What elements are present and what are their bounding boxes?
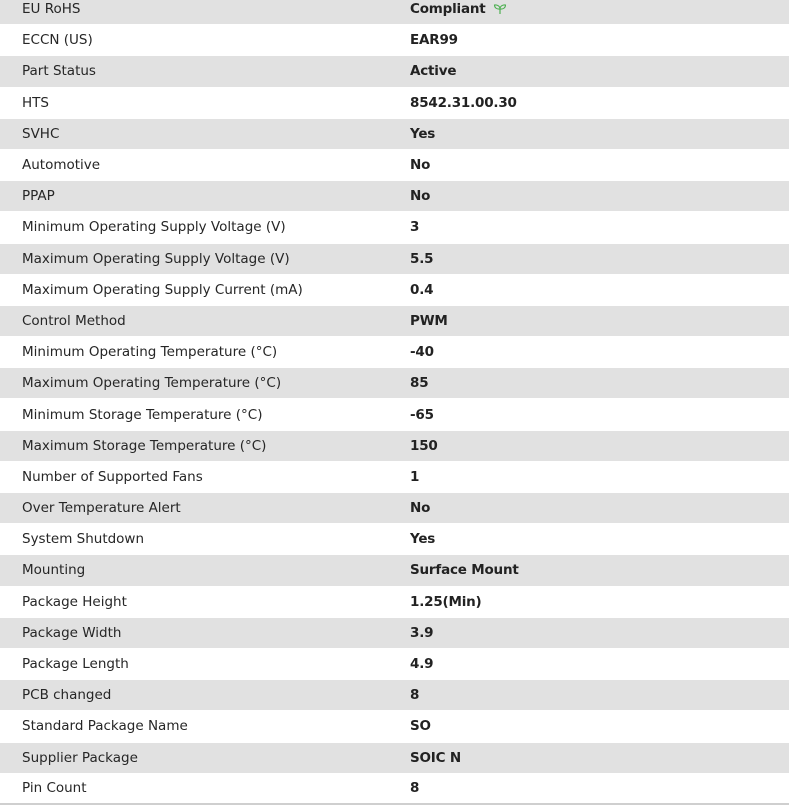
spec-row-package-width bbox=[0, 618, 789, 649]
spec-label: Maximum Operating Supply Voltage (V) bbox=[22, 250, 290, 267]
spec-value: 8 bbox=[410, 780, 420, 797]
spec-value: Surface Mount bbox=[410, 562, 519, 579]
spec-value bbox=[388, 1, 789, 17]
spec-row-min-storage-temp bbox=[0, 399, 789, 430]
spec-label: Over Temperature Alert bbox=[22, 500, 181, 517]
spec-row-max-storage-temp bbox=[0, 431, 789, 462]
spec-row-part-status bbox=[0, 56, 789, 87]
spec-row-system-shutdown bbox=[0, 524, 789, 555]
spec-value: 0.4 bbox=[410, 281, 434, 298]
spec-label: Pin Count bbox=[22, 780, 87, 797]
spec-row-package-length bbox=[0, 649, 789, 680]
spec-label: PPAP bbox=[22, 188, 55, 205]
spec-label: Package Length bbox=[22, 656, 129, 673]
spec-label: PCB changed bbox=[22, 687, 112, 704]
spec-label: Minimum Operating Supply Voltage (V) bbox=[22, 219, 286, 236]
spec-row-hts bbox=[0, 88, 789, 119]
spec-row-eu-rohs bbox=[0, 0, 789, 25]
spec-value: -40 bbox=[410, 344, 434, 361]
spec-label: System Shutdown bbox=[22, 531, 145, 548]
spec-label: Automotive bbox=[22, 157, 101, 174]
spec-row-over-temp-alert bbox=[0, 493, 789, 524]
spec-label: EU RoHS bbox=[22, 1, 81, 18]
spec-label: HTS bbox=[22, 94, 49, 111]
spec-value: No bbox=[410, 500, 431, 517]
spec-label: ECCN (US) bbox=[22, 32, 93, 49]
spec-row-supported-fans bbox=[0, 462, 789, 493]
spec-value: EAR99 bbox=[410, 32, 458, 49]
spec-row-max-operating-temp bbox=[0, 368, 789, 399]
spec-label: Standard Package Name bbox=[22, 718, 188, 735]
spec-label: Control Method bbox=[22, 312, 126, 329]
spec-label: Mounting bbox=[22, 562, 86, 579]
spec-row-control-method bbox=[0, 306, 789, 337]
spec-value: No bbox=[410, 157, 431, 174]
spec-value: -65 bbox=[410, 406, 434, 423]
spec-value: 85 bbox=[410, 375, 429, 392]
spec-value: 3.9 bbox=[410, 624, 434, 641]
spec-value: 150 bbox=[410, 437, 438, 454]
spec-row-max-supply-voltage bbox=[0, 244, 789, 275]
spec-label: Package Height bbox=[22, 593, 127, 610]
spec-row-automotive bbox=[0, 150, 789, 181]
spec-label: SVHC bbox=[22, 125, 60, 142]
spec-label: Package Width bbox=[22, 624, 122, 641]
spec-row-standard-package-name bbox=[0, 711, 789, 742]
spec-row-ppap bbox=[0, 181, 789, 212]
spec-value: 3 bbox=[410, 219, 420, 236]
spec-value: 8 bbox=[410, 687, 420, 704]
spec-value: No bbox=[410, 188, 431, 205]
spec-label: Part Status bbox=[22, 63, 96, 80]
leaf-icon bbox=[493, 3, 507, 15]
spec-row-supplier-package bbox=[0, 743, 789, 774]
spec-value: 1.25(Min) bbox=[410, 593, 482, 610]
spec-row-max-supply-current bbox=[0, 275, 789, 306]
spec-label: Minimum Operating Temperature (°C) bbox=[22, 344, 278, 361]
spec-label: Maximum Operating Supply Current (mA) bbox=[22, 281, 303, 298]
spec-row-min-operating-temp bbox=[0, 337, 789, 368]
spec-row-pin-count bbox=[0, 774, 789, 805]
spec-value: 5.5 bbox=[410, 250, 434, 267]
spec-row-min-supply-voltage bbox=[0, 212, 789, 243]
spec-label: Maximum Operating Temperature (°C) bbox=[22, 375, 282, 392]
rohs-status-text: Compliant bbox=[410, 1, 486, 18]
spec-label: Supplier Package bbox=[22, 749, 138, 766]
spec-value: Yes bbox=[410, 531, 436, 548]
spec-value: 1 bbox=[410, 468, 420, 485]
spec-label: Minimum Storage Temperature (°C) bbox=[22, 406, 263, 423]
spec-row-mounting bbox=[0, 555, 789, 586]
spec-value: Active bbox=[410, 63, 457, 80]
spec-row-eccn bbox=[0, 25, 789, 56]
spec-value: 4.9 bbox=[410, 656, 434, 673]
spec-value: 8542.31.00.30 bbox=[410, 94, 517, 111]
spec-row-pcb-changed bbox=[0, 680, 789, 711]
spec-value: SO bbox=[410, 718, 431, 735]
spec-row-package-height bbox=[0, 587, 789, 618]
spec-label: Maximum Storage Temperature (°C) bbox=[22, 437, 267, 454]
spec-value: Yes bbox=[410, 125, 436, 142]
spec-row-svhc bbox=[0, 119, 789, 150]
spec-label: Number of Supported Fans bbox=[22, 468, 203, 485]
spec-value: SOIC N bbox=[410, 749, 461, 766]
spec-value: PWM bbox=[410, 312, 448, 329]
